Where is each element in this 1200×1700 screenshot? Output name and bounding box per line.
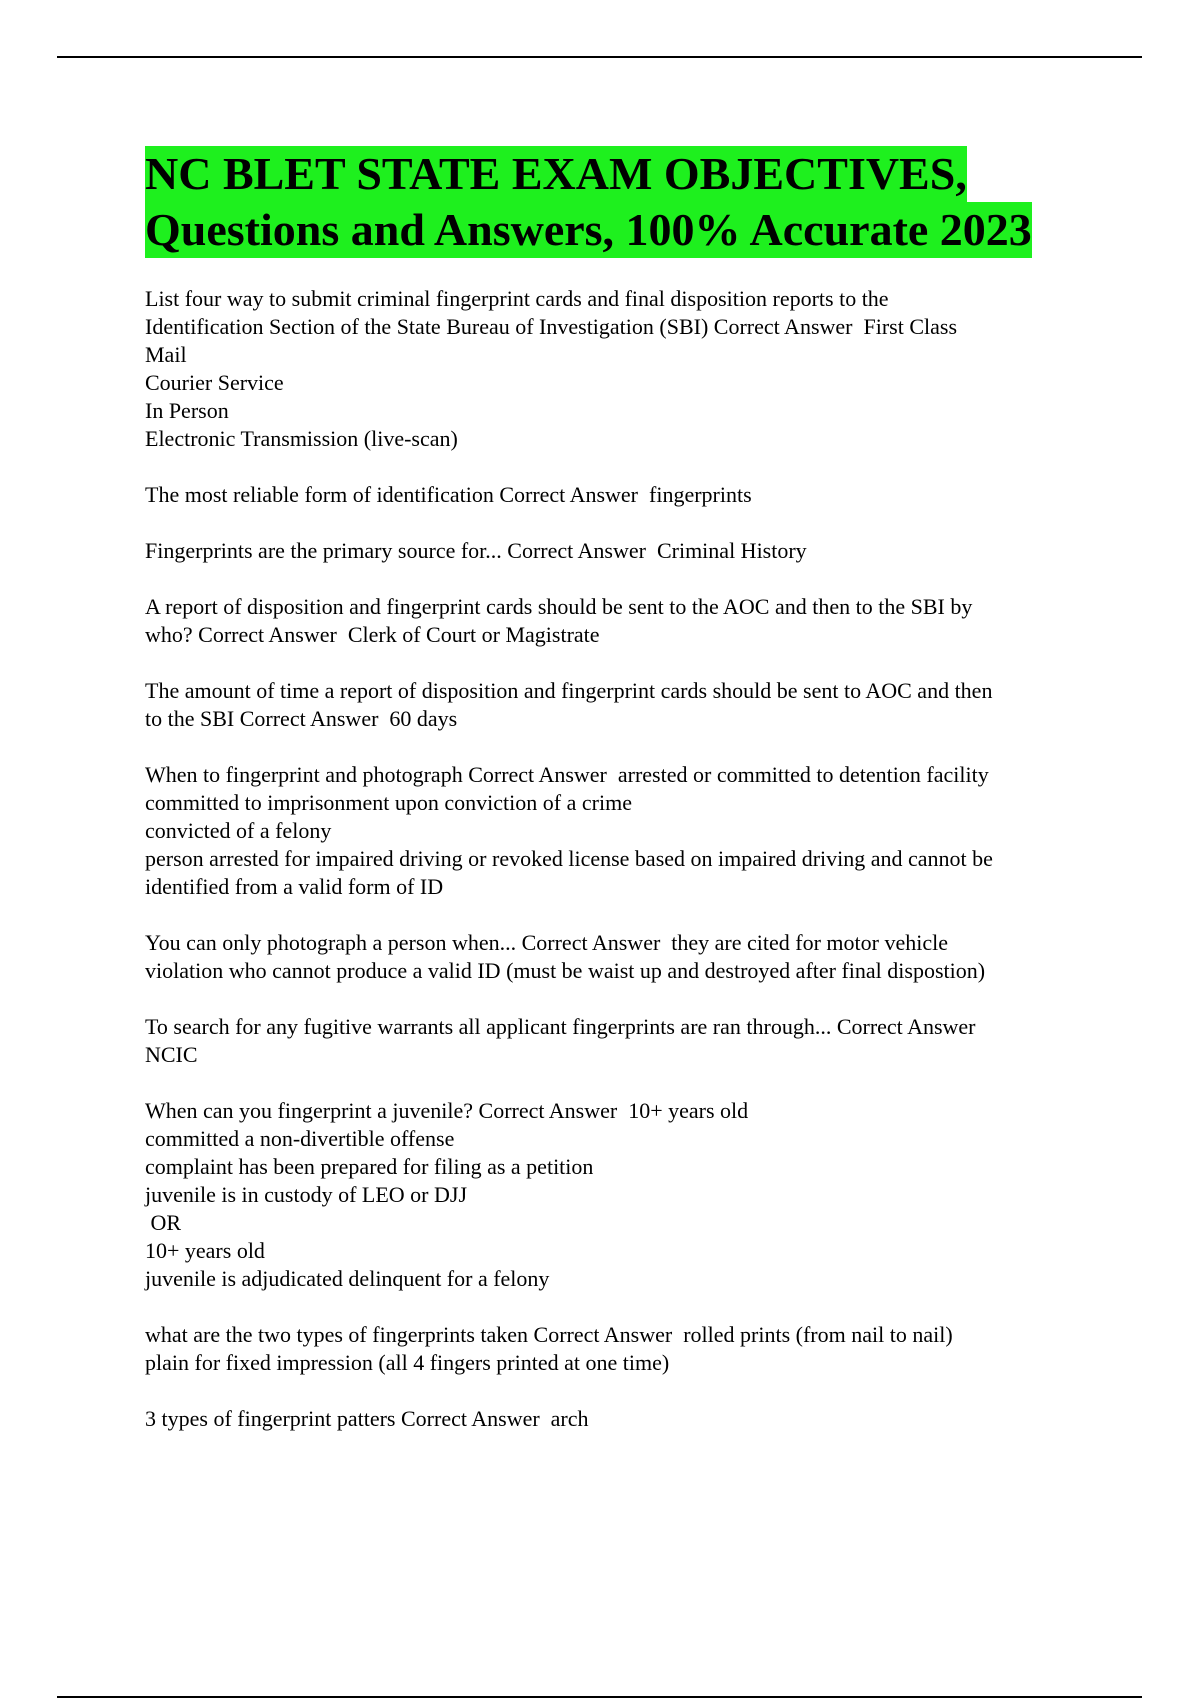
qa-line: Electronic Transmission (live-scan) xyxy=(145,426,458,451)
qa-item xyxy=(145,1013,1145,1069)
qa-line: Mail xyxy=(145,342,187,367)
qa-line: OR xyxy=(145,1210,182,1235)
qa-line: List four way to submit criminal fingerprint cards and final disposition reports to the xyxy=(145,286,889,311)
qa-line: complaint has been prepared for filing as a petition xyxy=(145,1154,594,1179)
qa-line: The amount of time a report of disposition and fingerprint cards should be sent to AOC and then xyxy=(145,678,993,703)
qa-line: When can you fingerprint a juvenile? Correct Answer 10+ years old xyxy=(145,1098,749,1123)
qa-line: To search for any fugitive warrants all applicant fingerprints are ran through... Correct Answer xyxy=(145,1014,976,1039)
top-divider xyxy=(57,56,1142,58)
qa-item xyxy=(145,285,1145,453)
qa-item xyxy=(145,481,1145,509)
qa-line: In Person xyxy=(145,398,229,423)
qa-line: who? Correct Answer Clerk of Court or Magistrate xyxy=(145,622,600,647)
qa-line: juvenile is adjudicated delinquent for a felony xyxy=(145,1266,550,1291)
qa-line: Identification Section of the State Bureau of Investigation (SBI) Correct Answer First Class xyxy=(145,314,958,339)
qa-line: person arrested for impaired driving or revoked license based on impaired driving and cannot be xyxy=(145,846,993,871)
qa-item xyxy=(145,677,1145,733)
qa-item xyxy=(145,537,1145,565)
qa-line: what are the two types of fingerprints taken Correct Answer rolled prints (from nail to nail) xyxy=(145,1322,953,1347)
qa-line: convicted of a felony xyxy=(145,818,332,843)
qa-line: A report of disposition and fingerprint cards should be sent to the AOC and then to the SBI by xyxy=(145,594,973,619)
qa-item xyxy=(145,593,1145,649)
document-title xyxy=(145,146,1145,258)
qa-line: 10+ years old xyxy=(145,1238,265,1263)
qa-line: juvenile is in custody of LEO or DJJ xyxy=(145,1182,468,1207)
qa-line: You can only photograph a person when... Correct Answer they are cited for motor vehicle xyxy=(145,930,948,955)
qa-item xyxy=(145,1097,1145,1293)
qa-line: When to fingerprint and photograph Correct Answer arrested or committed to detention facility xyxy=(145,762,989,787)
qa-line: identified from a valid form of ID xyxy=(145,874,444,899)
qa-line: to the SBI Correct Answer 60 days xyxy=(145,706,458,731)
bottom-divider xyxy=(57,1696,1142,1698)
qa-line: violation who cannot produce a valid ID (must be waist up and destroyed after final dispostion) xyxy=(145,958,986,983)
qa-line: plain for fixed impression (all 4 fingers printed at one time) xyxy=(145,1350,670,1375)
document-body xyxy=(145,146,1145,1461)
qa-line: The most reliable form of identification Correct Answer fingerprints xyxy=(145,482,752,507)
qa-list xyxy=(145,285,1145,1433)
qa-line: 3 types of fingerprint patters Correct Answer arch xyxy=(145,1406,589,1431)
qa-line: committed a non-divertible offense xyxy=(145,1126,455,1151)
qa-line: committed to imprisonment upon conviction of a crime xyxy=(145,790,632,815)
qa-item xyxy=(145,1321,1145,1377)
qa-line: NCIC xyxy=(145,1042,198,1067)
qa-item xyxy=(145,761,1145,901)
qa-item xyxy=(145,1405,1145,1433)
qa-line: Fingerprints are the primary source for... Correct Answer Criminal History xyxy=(145,538,807,563)
title-line: NC BLET STATE EXAM OBJECTIVES, xyxy=(145,146,967,202)
title-line: Questions and Answers, 100% Accurate 2023 xyxy=(145,202,1032,258)
qa-line: Courier Service xyxy=(145,370,284,395)
qa-item xyxy=(145,929,1145,985)
